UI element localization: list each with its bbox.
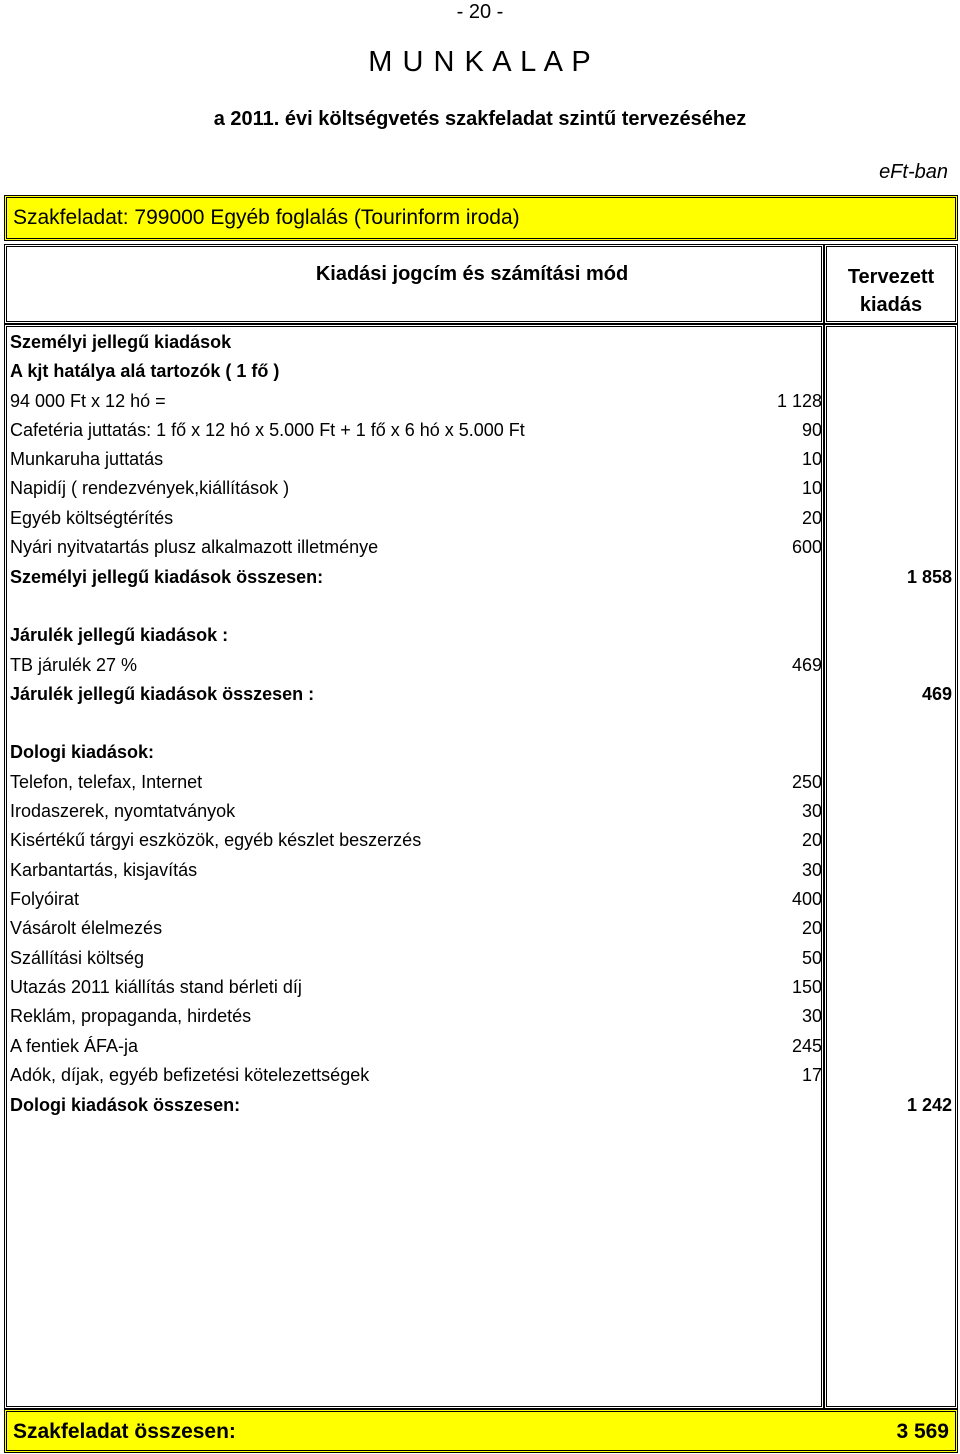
row-label: Utazás 2011 kiállítás stand bérleti díj	[10, 977, 302, 997]
row-amount: 30	[801, 860, 822, 880]
row-amount: 10	[801, 478, 822, 498]
row-amount: 17	[801, 1065, 822, 1085]
table-row	[10, 357, 952, 386]
table-row	[10, 944, 952, 973]
table-row	[10, 621, 952, 650]
row-total: 1 242	[906, 1095, 952, 1115]
table-row	[10, 768, 952, 797]
table-row	[10, 738, 952, 767]
row-label: A fentiek ÁFA-ja	[10, 1036, 139, 1056]
table-row	[10, 1032, 952, 1061]
table-row	[10, 1061, 952, 1090]
row-amount: 245	[791, 1036, 822, 1056]
page-number: - 20 -	[456, 1, 504, 23]
row-amount: 30	[801, 1006, 822, 1026]
row-label: Folyóirat	[10, 889, 80, 909]
row-amount: 20	[801, 508, 822, 528]
row-label: Egyéb költségtérítés	[10, 508, 174, 528]
row-amount: 1 128	[776, 391, 822, 411]
unit-label: eFt-ban	[879, 161, 948, 183]
table-row	[10, 1091, 952, 1120]
header-right-cell	[824, 244, 958, 324]
row-amount: 10	[801, 449, 822, 469]
row-label: 94 000 Ft x 12 hó =	[10, 391, 166, 411]
row-amount: 50	[801, 948, 822, 968]
row-label: Szállítási költség	[10, 948, 145, 968]
row-label: Irodaszerek, nyomtatványok	[10, 801, 236, 821]
header-right-line1: Tervezett	[847, 266, 935, 288]
header-left-cell	[4, 244, 824, 324]
table-row	[10, 387, 952, 416]
table-row	[10, 445, 952, 474]
grand-total-bar	[4, 1409, 958, 1453]
table-row	[10, 856, 952, 885]
table-row	[10, 1002, 952, 1031]
row-label: Járulék jellegű kiadások összesen :	[10, 684, 315, 704]
row-label: Munkaruha juttatás	[10, 449, 164, 469]
row-label: Kisértékű tárgyi eszközök, egyéb készlet beszerzés	[10, 830, 422, 850]
szakfeladat-label: Szakfeladat: 799000 Egyéb foglalás (Tourinform iroda)	[13, 206, 520, 229]
row-label: Karbantartás, kisjavítás	[10, 860, 198, 880]
table-row	[10, 797, 952, 826]
row-label: A kjt hatálya alá tartozók ( 1 fő )	[10, 361, 280, 381]
row-label: Adók, díjak, egyéb befizetési kötelezettségek	[10, 1065, 370, 1085]
row-label: Reklám, propaganda, hirdetés	[10, 1006, 252, 1026]
table-row	[10, 885, 952, 914]
table-row	[10, 651, 952, 680]
table-row	[10, 504, 952, 533]
table-row	[10, 826, 952, 855]
row-label: Személyi jellegű kiadások összesen:	[10, 567, 324, 587]
row-amount: 469	[791, 655, 822, 675]
table-row	[10, 533, 952, 562]
row-label: Napidíj ( rendezvények,kiállítások )	[10, 478, 290, 498]
table-row	[10, 973, 952, 1002]
row-total: 469	[921, 684, 952, 704]
table-row	[10, 328, 952, 357]
table-row	[10, 416, 952, 445]
row-amount: 20	[801, 918, 822, 938]
header-right-line2: kiadás	[859, 294, 923, 316]
header-left-label: Kiadási jogcím és számítási mód	[315, 263, 629, 285]
row-label: Vásárolt élelmezés	[10, 918, 163, 938]
header-right-label	[827, 263, 955, 319]
row-label: Telefon, telefax, Internet	[10, 772, 203, 792]
row-amount: 20	[801, 830, 822, 850]
table-row	[10, 474, 952, 503]
table-row	[10, 563, 952, 592]
table-row	[10, 680, 952, 709]
row-amount: 250	[791, 772, 822, 792]
row-amount: 150	[791, 977, 822, 997]
row-label: Járulék jellegű kiadások :	[10, 625, 229, 645]
grand-total-label: Szakfeladat összesen:	[13, 1420, 236, 1443]
row-amount: 90	[801, 420, 822, 440]
row-label: Dologi kiadások:	[10, 742, 155, 762]
row-amount: 30	[801, 801, 822, 821]
page-subtitle: a 2011. évi költségvetés szakfeladat szintű tervezéséhez	[213, 108, 747, 130]
row-total: 1 858	[906, 567, 952, 587]
row-label: Cafetéria juttatás: 1 fő x 12 hó x 5.000 Ft + 1 fő x 6 hó x 5.000 Ft	[10, 420, 525, 440]
row-label: Személyi jellegű kiadások	[10, 332, 232, 352]
table-row	[10, 914, 952, 943]
row-amount: 400	[791, 889, 822, 909]
row-label: Nyári nyitvatartás plusz alkalmazott illetménye	[10, 537, 379, 557]
row-label: Dologi kiadások összesen:	[10, 1095, 241, 1115]
szakfeladat-bar	[4, 195, 958, 241]
page-title: M U N K A L A P	[368, 46, 592, 78]
row-amount: 600	[791, 537, 822, 557]
grand-total-value: 3 569	[896, 1420, 949, 1443]
row-label: TB járulék 27 %	[10, 655, 138, 675]
